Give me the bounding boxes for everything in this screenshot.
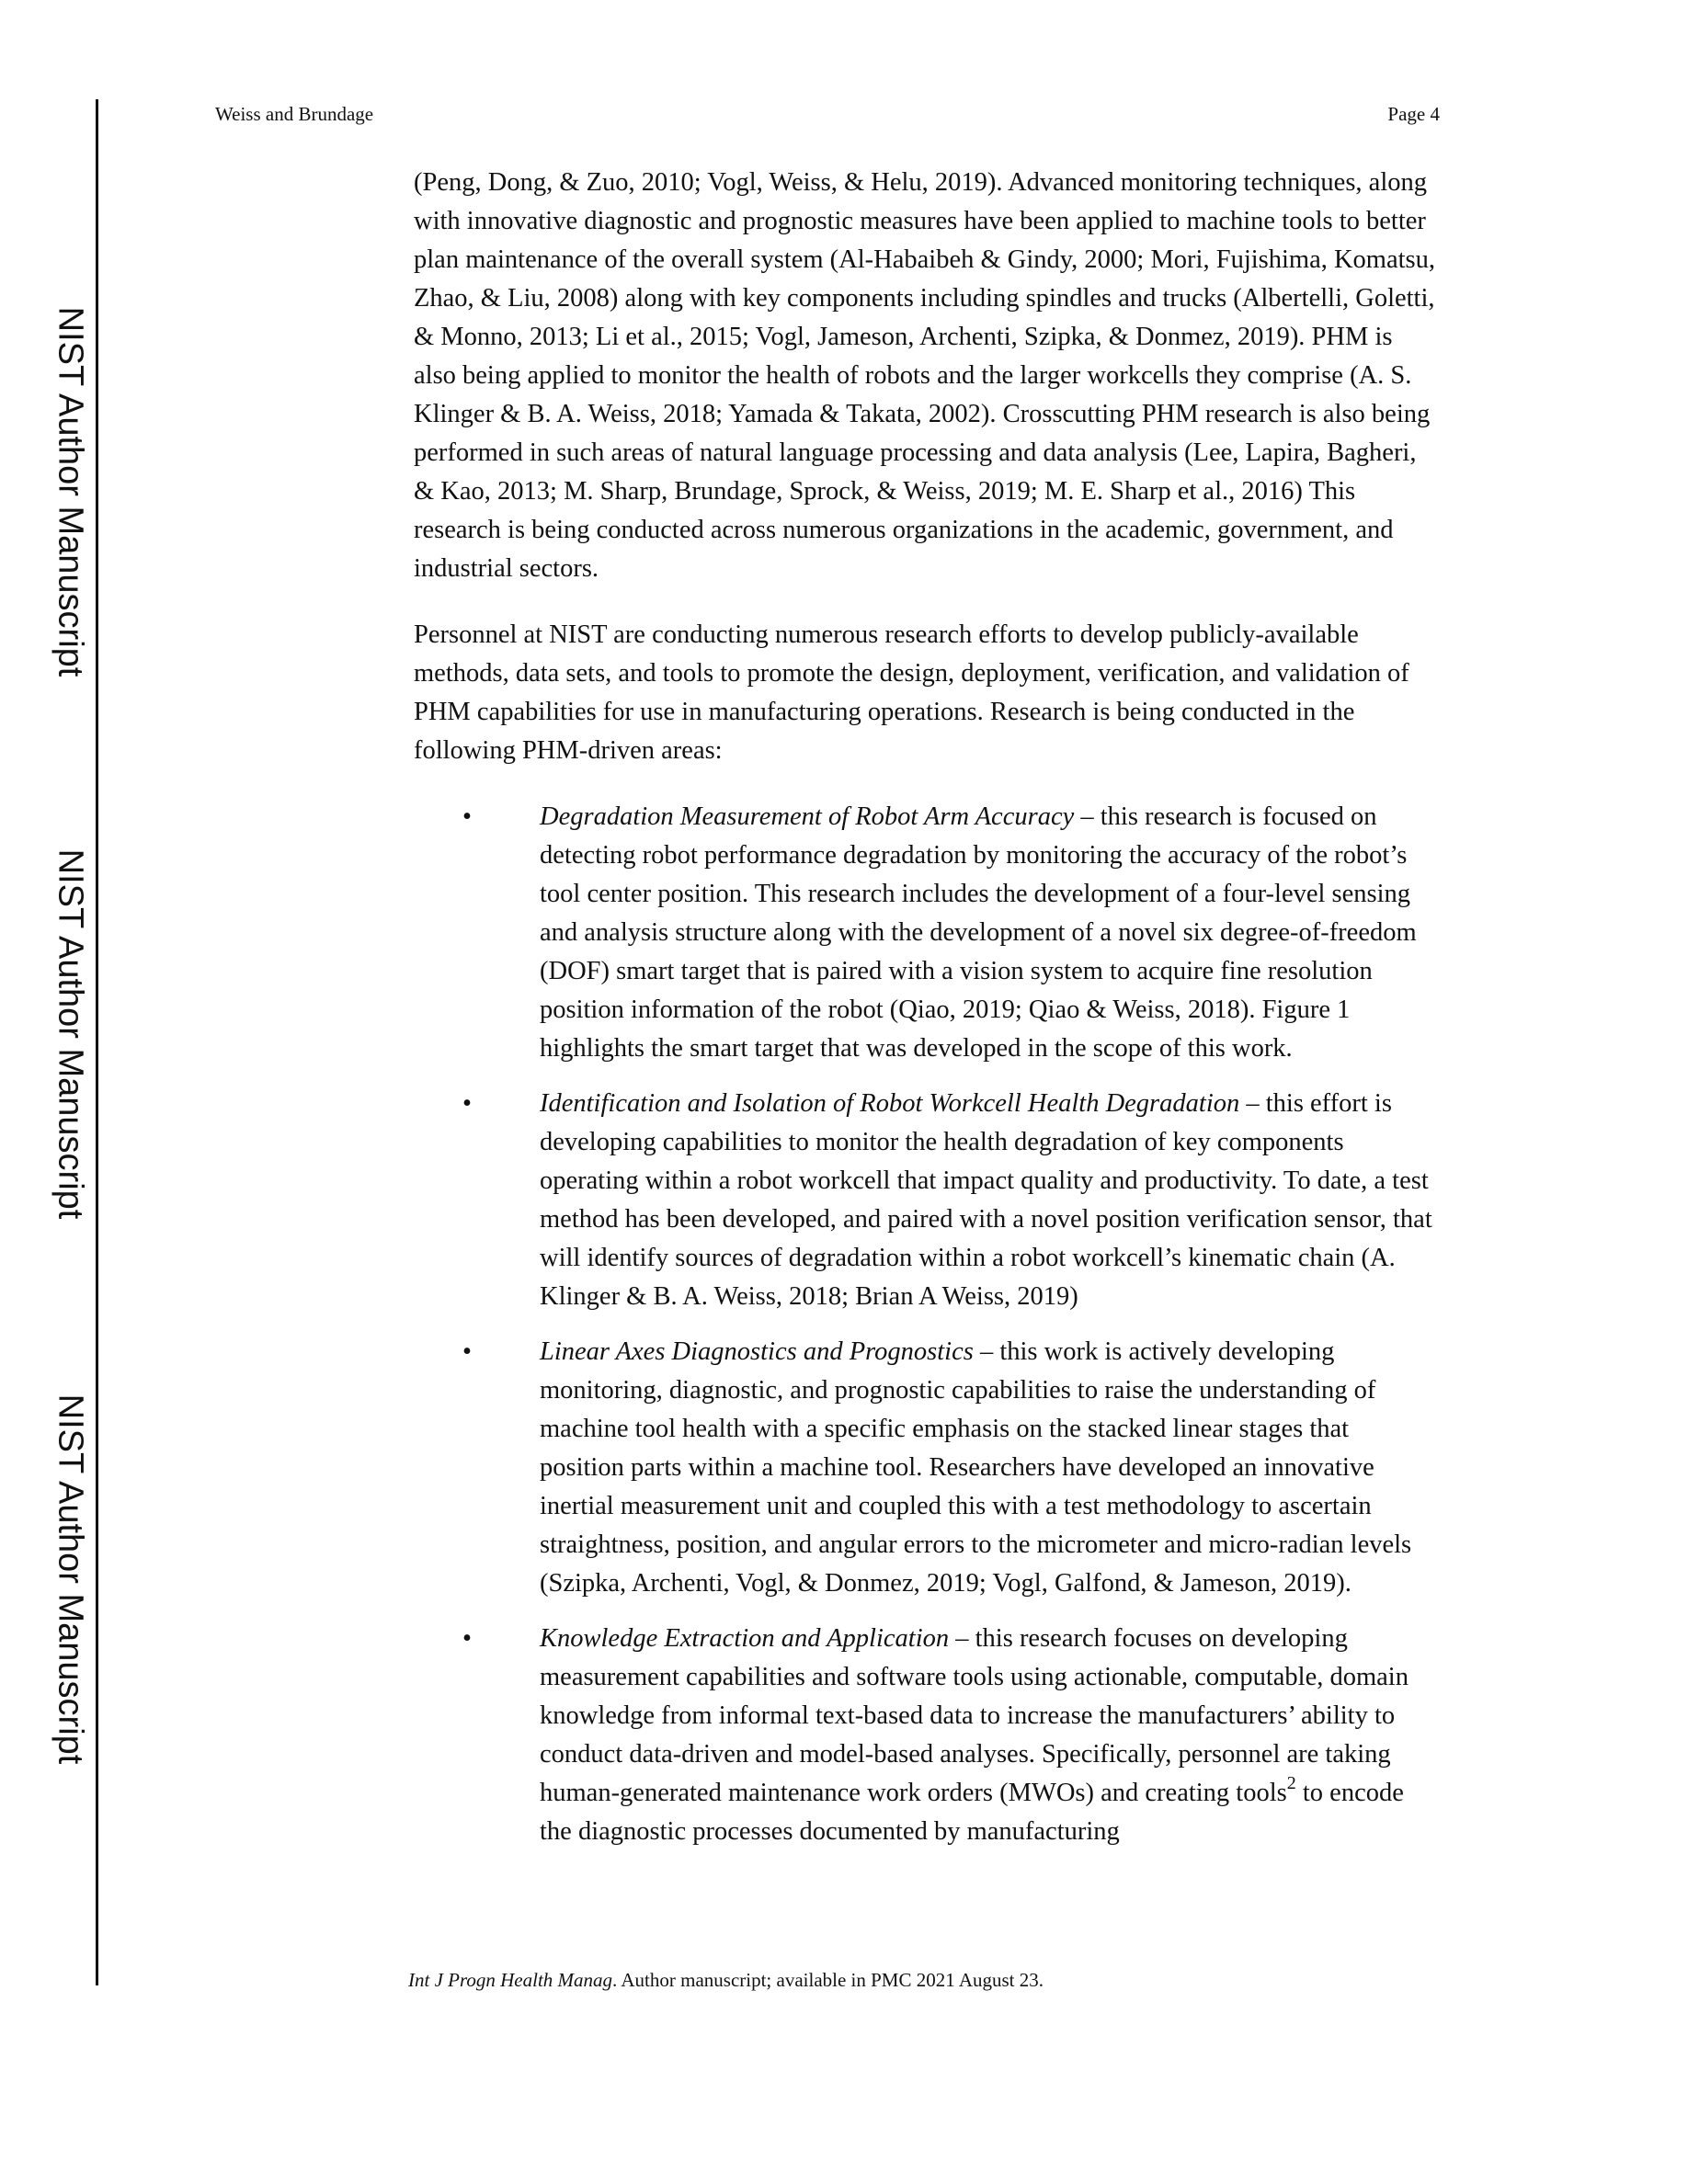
list-item-term: Linear Axes Diagnostics and Prognostics (540, 1337, 974, 1366)
list-item-robot-arm-accuracy (414, 798, 1436, 1068)
sidebar-watermark-text: NIST Author Manuscript (51, 306, 90, 677)
research-areas-list (414, 798, 1436, 1851)
bullet-marker: • (462, 1624, 472, 1653)
page-footer (408, 1969, 1044, 1992)
list-item-text: – this research focuses on developing measurement capabilities and software tools using actionable, computable, domain knowledge from informal text-based data to increase the manufacturers’ ability to conduct data-driven and model-based analyses. Specifically, personnel are taking human-generated maintenance work orders (MWOs) and creating tools (540, 1624, 1409, 1807)
list-item-text: – this research is focused on detecting robot performance degradation by monitoring the accuracy of the robot’s tool center position. This research includes the development of a four-level sensing and analysis structure along with the development of a novel six degree-of-freedom (DOF) smart target that is paired with a vision system to acquire fine resolution position information of the robot (Qiao, 2019; Qiao & Weiss, 2018). Figure 1 highlights the smart target that was developed in the scope of this work. (540, 802, 1417, 1063)
sidebar-watermark-text: NIST Author Manuscript (51, 848, 90, 1220)
list-item-term: Degradation Measurement of Robot Arm Accuracy (540, 802, 1075, 831)
paragraph-1: (Peng, Dong, & Zuo, 2010; Vogl, Weiss, & Helu, 2019). Advanced monitoring techniques, along with innovative diagnostic and prognostic measures have been applied to machine tools to better plan maintenance of the overall system (Al-Habaibeh & Gindy, 2000; Mori, Fujishima, Komatsu, Zhao, & Liu, 2008) along with key components including spindles and trucks (Albertelli, Goletti, & Monno, 2013; Li et al., 2015; Vogl, Jameson, Archenti, Szipka, & Donmez, 2019). PHM is also being applied to monitor the health of robots and the larger workcells they comprise (A. S. Klinger & B. A. Weiss, 2018; Yamada & Takata, 2002). Crosscutting PHM research is also being performed in such areas of natural language processing and data analysis (Lee, Lapira, Bagheri, & Kao, 2013; M. Sharp, Brundage, Sprock, & Weiss, 2019; M. E. Sharp et al., 2016) This research is being conducted across numerous organizations in the academic, government, and industrial sectors. (414, 168, 1436, 583)
list-item-text: – this effort is developing capabilities to monitor the health degradation of key components operating within a robot workcell that impact quality and productivity. To date, a test method has been developed, and paired with a novel position verification sensor, that will identify sources of degradation within a robot workcell’s kinematic chain (A. Klinger & B. A. Weiss, 2018; Brian A Weiss, 2019) (540, 1089, 1432, 1311)
sidebar-watermark-text: NIST Author Manuscript (51, 1393, 90, 1765)
list-item-linear-axes (414, 1333, 1436, 1603)
footnote-marker[interactable]: 2 (1286, 1772, 1296, 1793)
list-item-text-continued: to encode the diagnostic processes documented by manufacturing (540, 1779, 1404, 1846)
main-body (414, 164, 1436, 1868)
running-head-authors: Weiss and Brundage (215, 103, 374, 125)
page-number: Page 4 (1387, 103, 1440, 125)
bullet-marker: • (462, 1337, 472, 1366)
paragraph-2: Personnel at NIST are conducting numerous research efforts to develop publicly-available methods, data sets, and tools to promote the design, deployment, verification, and validation of PHM capabilities for use in manufacturing operations. Research is being conducted in the following PHM-driven areas: (414, 620, 1409, 765)
footer-journal: Int J Progn Health Manag (408, 1969, 613, 1991)
list-item-text: – this work is actively developing monitoring, diagnostic, and prognostic capabilities to raise the understanding of machine tool health with a specific emphasis on the stacked linear stages that position parts within a machine tool. Researchers have developed an innovative inertial measurement unit and coupled this with a test methodology to ascertain straightness, position, and angular errors to the micrometer and micro-radian levels (Szipka, Archenti, Vogl, & Donmez, 2019; Vogl, Galfond, & Jameson, 2019). (540, 1337, 1412, 1598)
list-item-robot-workcell (414, 1085, 1436, 1316)
bullet-marker: • (462, 1089, 472, 1118)
list-item-knowledge-extraction (414, 1620, 1436, 1851)
list-item-term: Knowledge Extraction and Application (540, 1624, 950, 1653)
list-item-term: Identification and Isolation of Robot Workcell Health Degradation (540, 1089, 1240, 1118)
sidebar-rule (96, 99, 98, 1985)
bullet-marker: • (462, 802, 472, 831)
footer-note: . Author manuscript; available in PMC 2021 August 23. (612, 1969, 1044, 1991)
